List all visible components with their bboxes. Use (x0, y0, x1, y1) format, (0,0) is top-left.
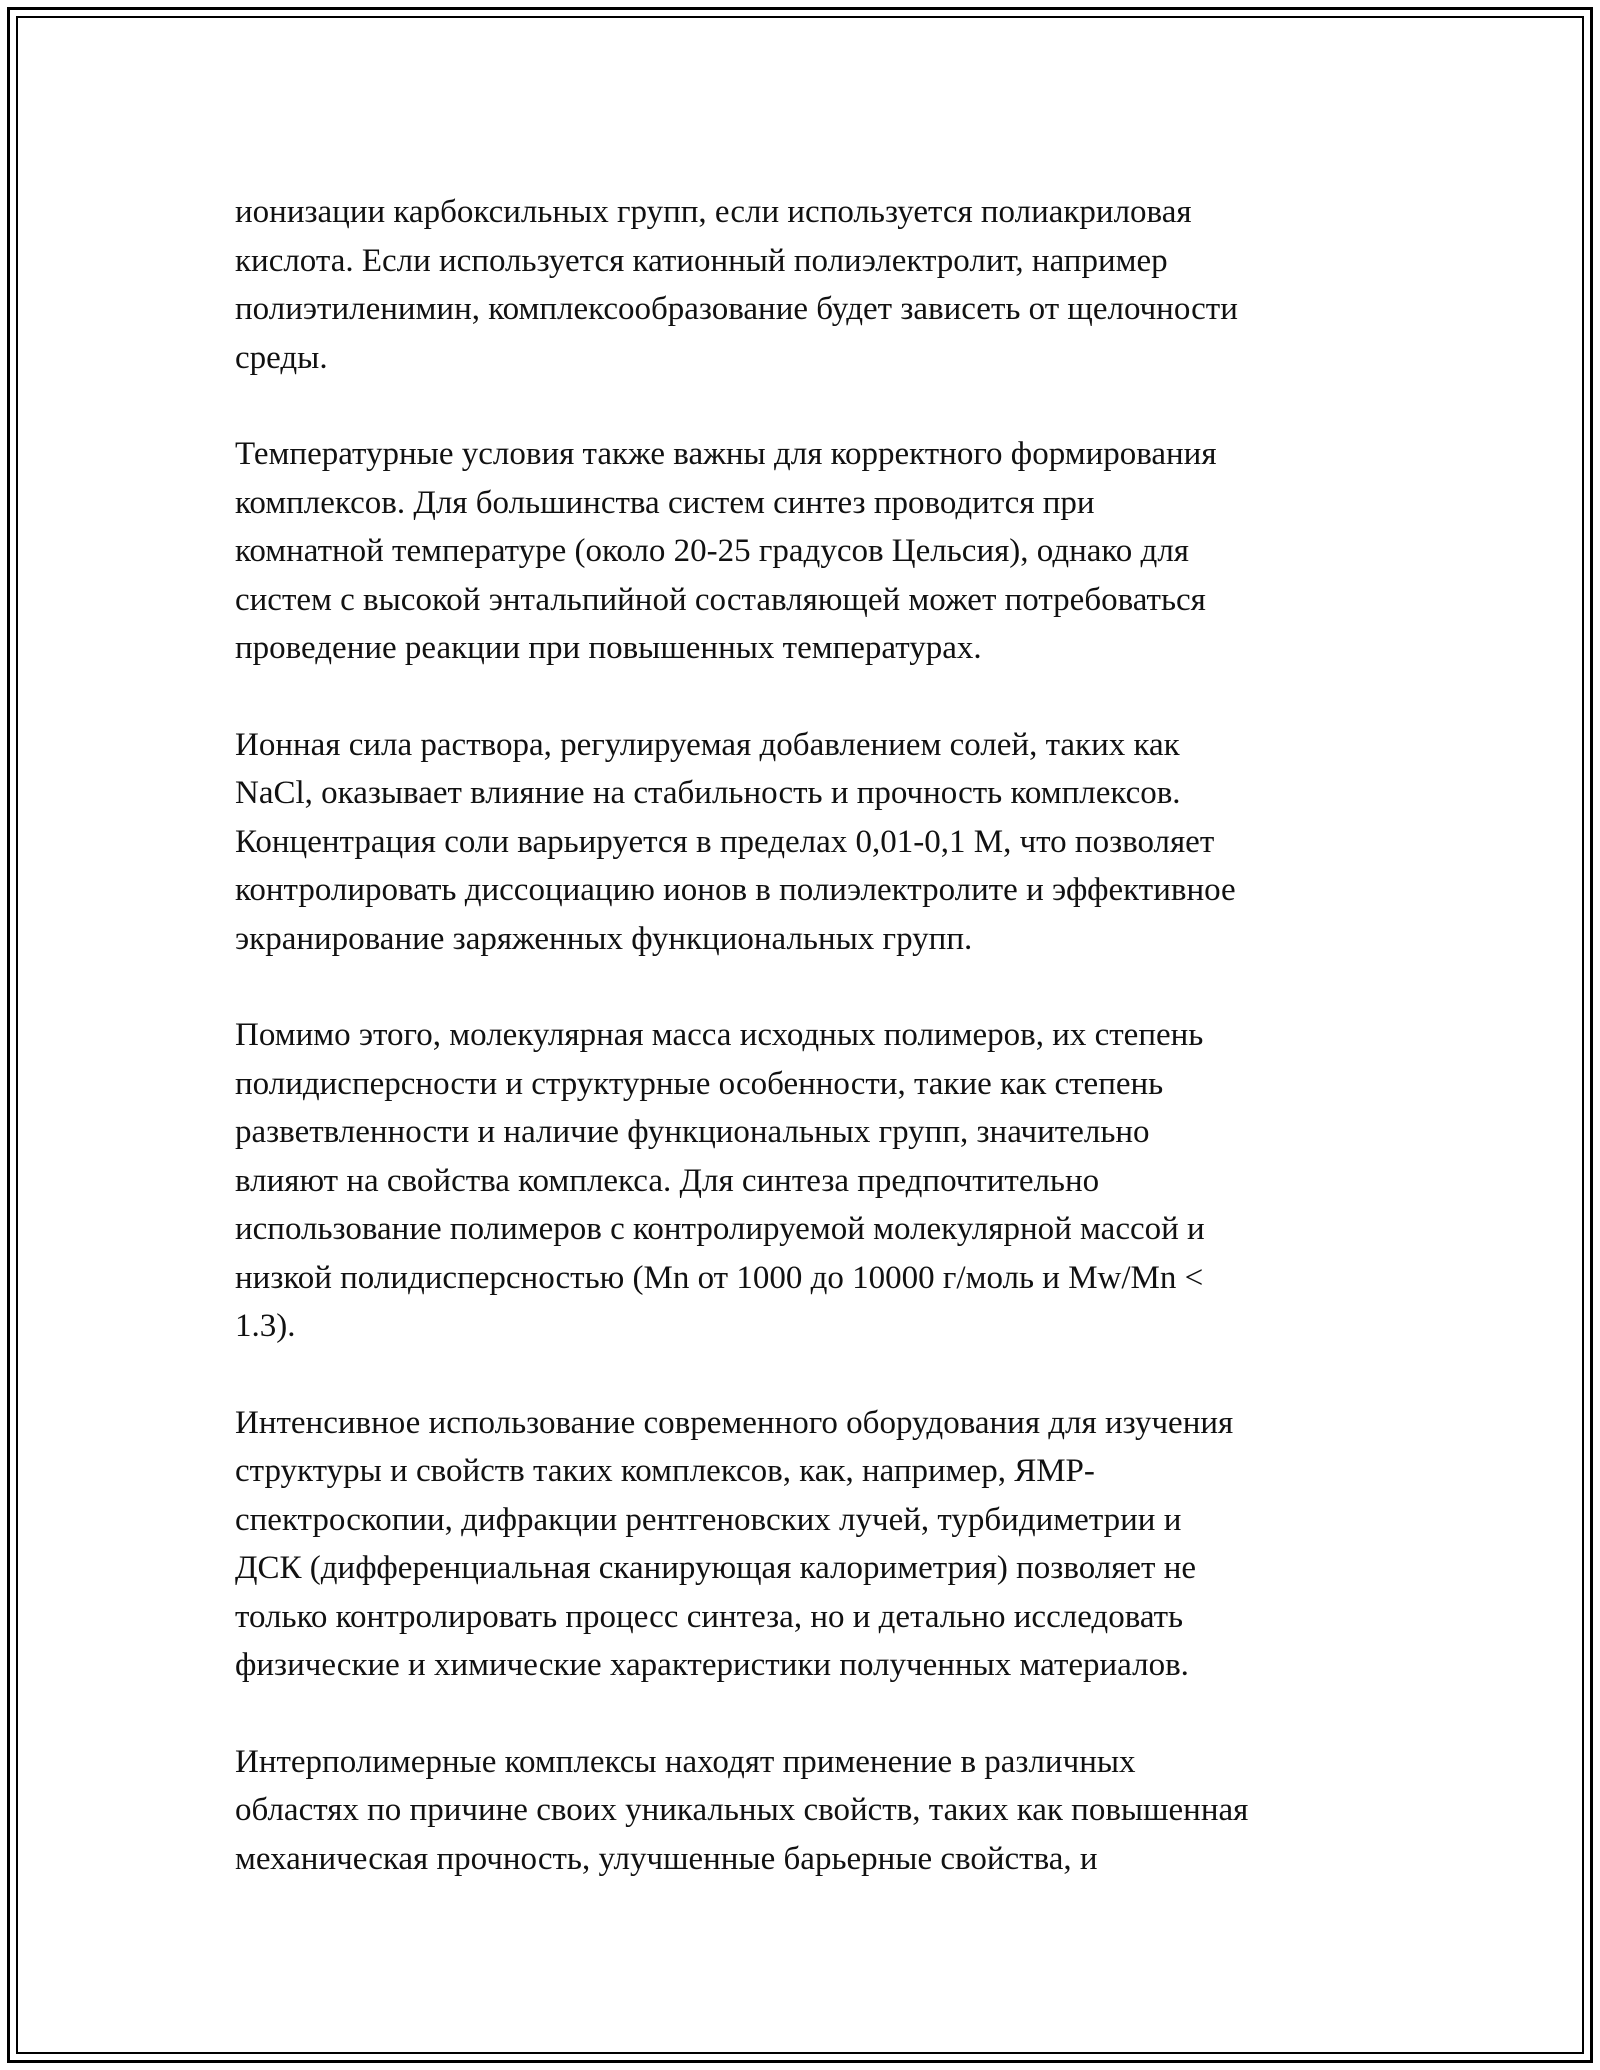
paragraph-molecular-mass: Помимо этого, молекулярная масса исходных полимеров, их степень полидисперсности и структурные особенности, такие как степень разветвленности и наличие функциональных групп, значительно влияют на свойства комплекса. Для синтеза предпочтительно использование полимеров с контролируемой молекулярной массой и низкой полидисперсностью (Mn от 1000 до 10000 г/моль и Mw/Mn < 1.3). (235, 1017, 1205, 1344)
paragraph-applications: Интерполимерные комплексы находят применение в различных областях по причине своих уникальных свойств, таких как повышенная механическая прочность, улучшенные барьерные свойства, и (235, 1743, 1249, 1877)
paragraph-ionization: ионизации карбоксильных групп, если используется полиакриловая кислота. Если используется катионный полиэлектролит, например полиэтиленимин, комплексообразование будет зависеть от щелочности среды. (235, 194, 1238, 376)
document-body (235, 188, 1370, 1931)
paragraph-equipment: Интенсивное использование современного оборудования для изучения структуры и свойств таких комплексов, как, например, ЯМР- спектроскопии, дифракции рентгеновских лучей, турбидиметрии и ДСК (дифференциальная сканирующая калориметрия) позволяет не только контролировать процесс синтеза, но и детально исследовать физические и химические характеристики полученных материалов. (235, 1404, 1234, 1683)
paragraph-temperature: Температурные условия также важны для корректного формирования комплексов. Для большинства систем синтез проводится при комнатной температуре (около 20-25 градусов Цельсия), однако для систем с высокой энтальпийной составляющей может потребоваться проведение реакции при повышенных температурах. (235, 436, 1217, 666)
paragraph-ionic-strength: Ионная сила раствора, регулируемая добавлением солей, таких как NaCl, оказывает влияние на стабильность и прочность комплексов. Концентрация соли варьируется в пределах 0,01-0,1 М, что позволяет контролировать диссоциацию ионов в полиэлектролите и эффективное экранирование заряженных функциональных групп. (235, 726, 1236, 957)
